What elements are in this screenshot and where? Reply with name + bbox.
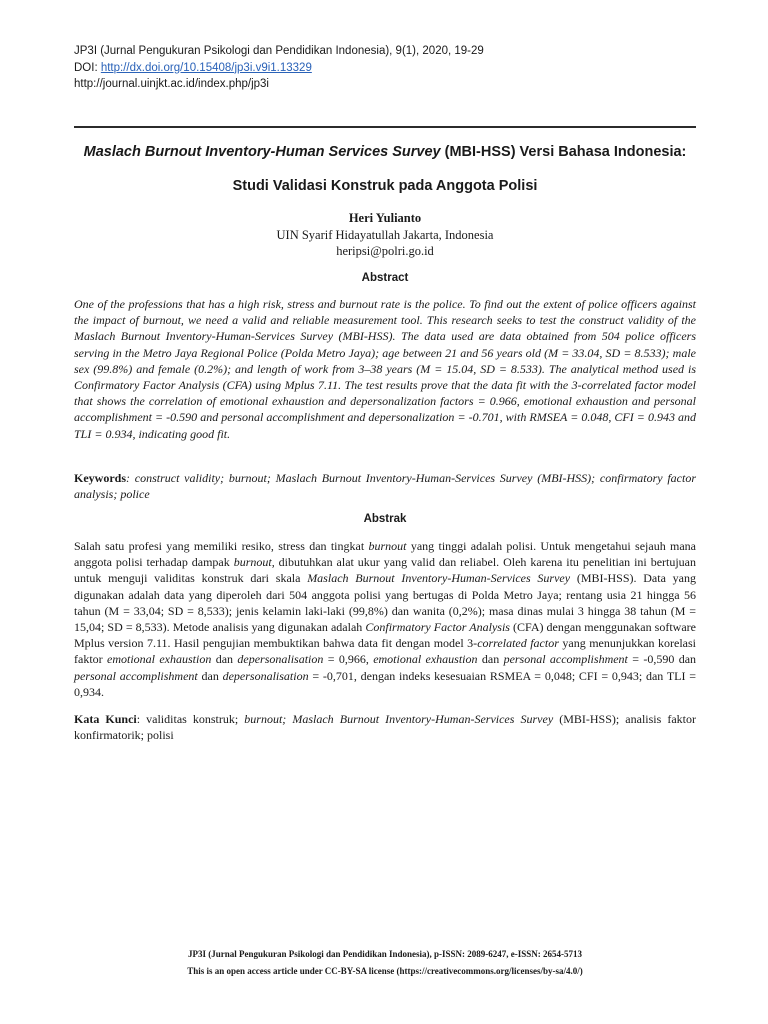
abstrak-heading: Abstrak [363, 513, 407, 525]
doi-label: DOI: [74, 61, 101, 74]
abstrak-italic: emotional exhaustion [373, 652, 478, 667]
footer-license: This is an open access article under CC-BY-SA license (https://creativecommons.org/licenses/by-sa/4.0/) [187, 966, 583, 976]
kata-kunci [74, 711, 696, 743]
abstrak-run: = -0,590 dan [627, 652, 697, 667]
abstrak-italic: correlated factor [477, 636, 559, 651]
abstrak-italic: Confirmatory Factor Analysis [365, 620, 510, 635]
abstrak-run: = 0,966, [323, 652, 374, 667]
keywords-text: : construct validity; burnout; Maslach Burnout Inventory-Human-Services Survey (MBI-HSS); confirmatory factor analysis; police [74, 471, 696, 502]
kata-kunci-run: : validitas konstruk; [136, 712, 245, 726]
abstrak-run: yang menunjukkan korelasi faktor [74, 636, 696, 667]
abstrak-run: (CFA) dengan menggunakan software Mplus version 7.11. Hasil pengujian membuktikan bahwa data fit dengan model 3- [74, 620, 696, 651]
abstrak-run: dan [197, 668, 223, 683]
abstrak-run: (MBI-HSS). Data yang digunakan adalah data yang diperoleh dari 504 anggota polisi yang bertugas di Polda Metro Jaya; rentang usia 21 hingga 56 tahun (M = 33,04; SD = 8,533); jenis kelamin laki-laki (99,8%) dan wanita (0,2%); masa dinas mulai 3 hingga 38 tahun (M = 15,04; SD = 8,533). Metode analisis yang digunakan adalah [74, 571, 696, 635]
abstrak-italic: burnout, [233, 555, 275, 570]
author-affiliation: UIN Syarif Hidayatullah Jakarta, Indonesia [276, 227, 494, 242]
paper-title-line2: Studi Validasi Konstruk pada Anggota Polisi [232, 178, 538, 194]
abstrak-italic: personal accomplishment [74, 668, 198, 683]
abstrak-italic: burnout [368, 539, 407, 553]
abstrak-run: = -0,701, dengan indeks kesesuaian RSMEA = 0,048; CFI = 0,943; dan TLI = 0,934. [74, 668, 697, 699]
abstrak-run: dan [477, 652, 504, 667]
title-rest-part: (MBI-HSS) Versi Bahasa Indonesia: [440, 144, 687, 160]
paper-title-line1 [74, 144, 696, 160]
abstrak-italic: Maslach Burnout Inventory-Human-Services Survey [307, 571, 571, 586]
abstrak-italic: depersonalisation [222, 668, 309, 683]
kata-kunci-run: (MBI-HSS); analisis faktor konfirmatorik; polisi [74, 712, 697, 743]
abstrak-text [74, 538, 696, 700]
header-divider [74, 126, 696, 128]
keywords-label: Keywords [74, 471, 126, 485]
footer-issn: JP3I (Jurnal Pengukuran Psikologi dan Pendidikan Indonesia), p-ISSN: 2089-6247, e-ISSN: 2654-5713 [187, 949, 583, 959]
abstrak-italic: emotional exhaustion [107, 652, 212, 667]
abstract-heading: Abstract [361, 272, 409, 284]
abstrak-run: dan [211, 652, 238, 667]
title-italic-part: Maslach Burnout Inventory-Human Services Survey [83, 144, 441, 160]
journal-citation: JP3I (Jurnal Pengukuran Psikologi dan Pendidikan Indonesia), 9(1), 2020, 19-29 [74, 45, 484, 57]
abstrak-run: Salah satu profesi yang memiliki resiko, stress dan tingkat [74, 539, 369, 553]
doi-line [74, 60, 694, 77]
doi-link[interactable]: http://dx.doi.org/10.15408/jp3i.v9i1.13329 [100, 61, 312, 74]
author-name: Heri Yulianto [348, 211, 422, 225]
kata-kunci-label: Kata Kunci [74, 712, 137, 726]
kata-kunci-italic: burnout; Maslach Burnout Inventory-Human-Services Survey [244, 712, 554, 726]
abstrak-run: yang tinggi adalah polisi. Untuk mengetahui sejauh mana anggota polisi terhadap dampak [74, 539, 697, 570]
author-email: heripsi@polri.go.id [336, 244, 434, 258]
abstrak-italic: personal accomplishment [503, 652, 628, 667]
abstrak-italic: depersonalisation [237, 652, 324, 667]
abstrak-run: dibutuhkan alat ukur yang valid dan reliabel. Oleh karena itu penelitian ini bertujuan untuk menguji validitas konstruk dari skala [74, 555, 697, 586]
keywords [74, 470, 696, 502]
journal-url: http://journal.uinjkt.ac.id/index.php/jp3i [74, 78, 269, 90]
abstract-text: One of the professions that has a high risk, stress and burnout rate is the police. To find out the extent of police officers against the impact of burnout, we need a valid and reliable measurement tool. This research seeks to test the construct validity of the Maslach Burnout Inventory-Human-Services Survey (MBI-HSS). The data used are data obtained from 504 police officers serving in the Metro Jaya Regional Police (Polda Metro Jaya); age between 21 and 56 years old (M = 33.04, SD = 8.533); male sex (99.8%) and female (0.2%); and length of work from 3–38 years (M = 15.04, SD = 8.533). The analytical method used is Confirmatory Factor Analysis (CFA) using Mplus 7.11. The test results prove that the data fit with the 3-correlated factor model that shows the correlation of emotional exhaustion and depersonalization factors = 0.966, emotional exhaustion and personal accomplishment = -0.590 and personal accomplishment and depersonalization = -0.701, with RMSEA = 0.048, CFI = 0.943 and TLI = 0.934, indicating good fit. [74, 297, 696, 441]
journal-header [74, 43, 694, 93]
author-block [74, 210, 696, 260]
